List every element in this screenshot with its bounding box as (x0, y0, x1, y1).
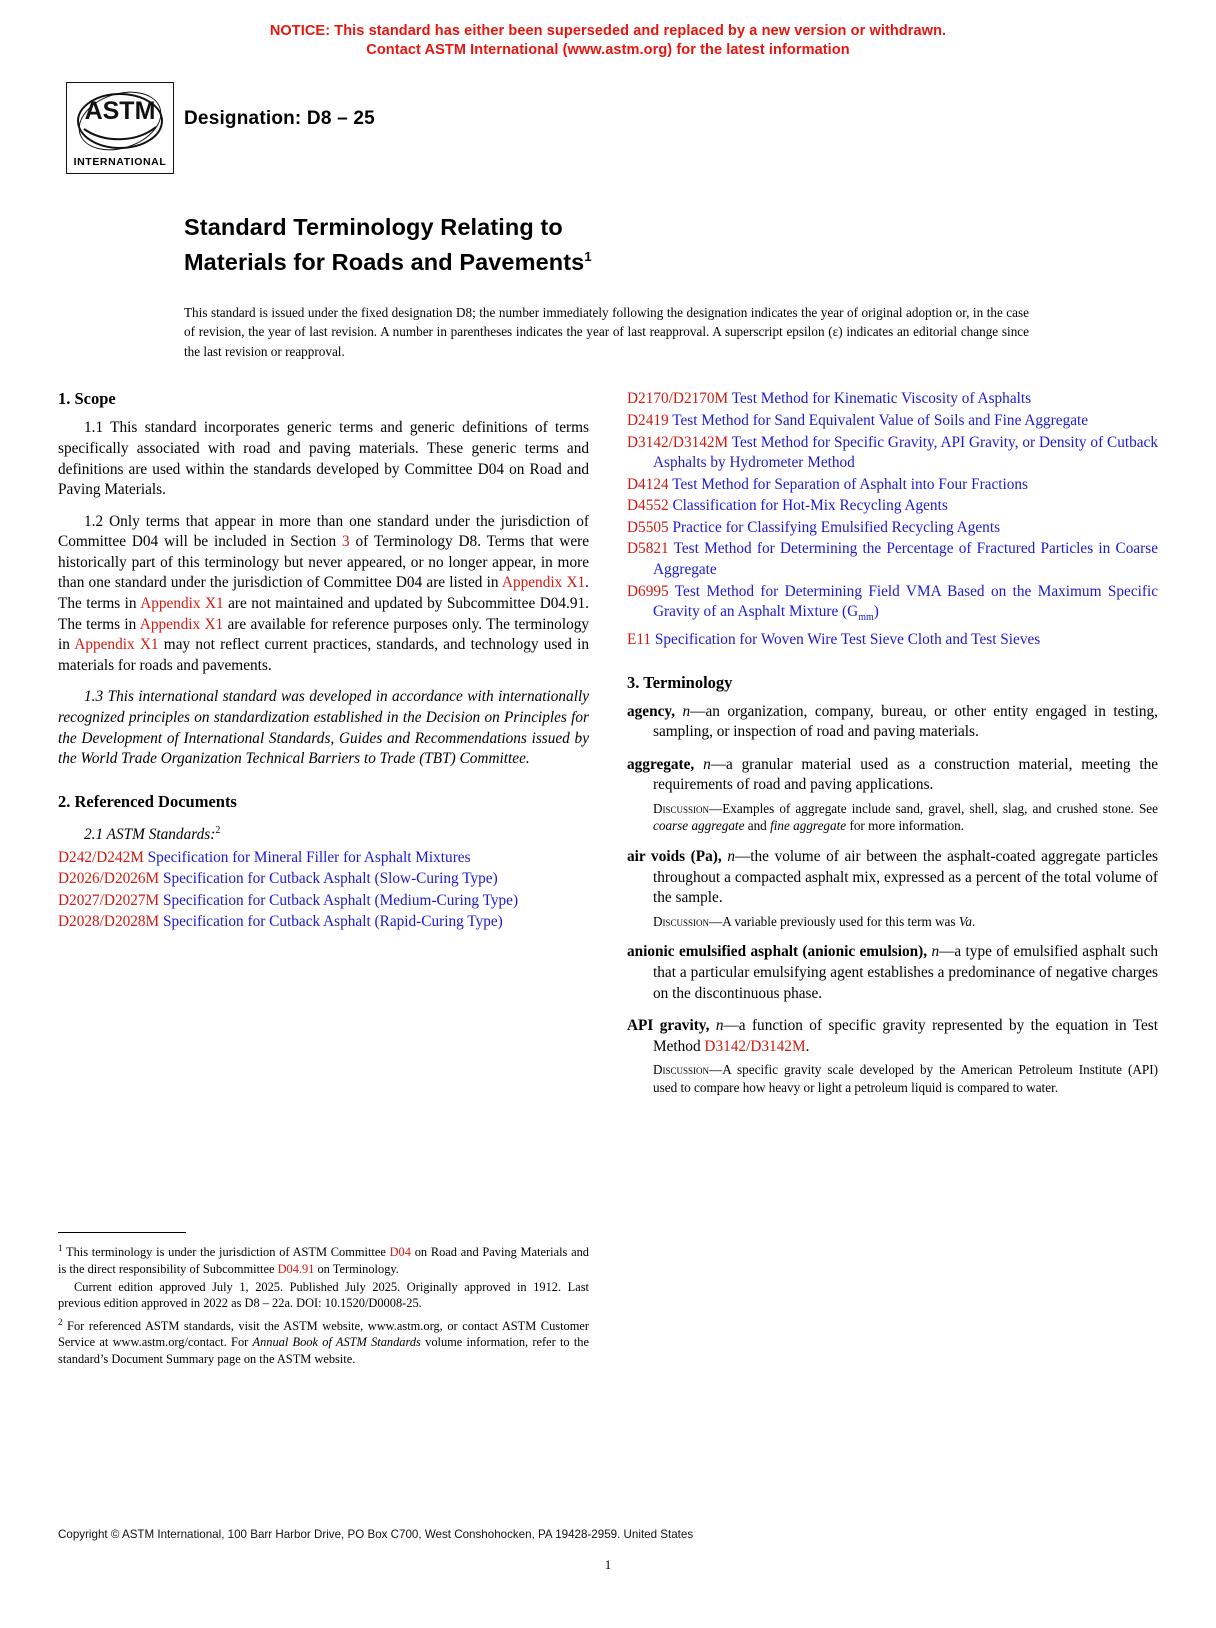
title-line-2: Materials for Roads and Pavements (184, 248, 585, 275)
reference-number[interactable]: D2170/D2170M (627, 390, 729, 408)
reference-item[interactable] (627, 630, 1158, 651)
discussion-italic-2: fine aggregate (770, 818, 847, 834)
term-entry-air-voids (627, 847, 1158, 909)
p12-b: of Terminology D8. Terms that were historically part of this terminology but never appeared, or no longer appear, in more than one standard under the jurisdiction of Committee D04 are listed in (58, 533, 589, 592)
p12-d: are not maintained and updated by Subcommittee D04.91. The terms in (58, 595, 589, 633)
paragraph-1-2 (58, 512, 589, 677)
p12-c: . The terms in (58, 574, 589, 613)
astm-logo-word: INTERNATIONAL (73, 155, 167, 168)
link-appendix-x1-4[interactable]: Appendix X1 (74, 636, 159, 654)
term-definition: —the volume of air between the asphalt-coated aggregate particles throughout a compacted asphalt mix, expressed as a percent of the total volume of the sample. (653, 848, 1159, 907)
discussion-italic-1: coarse aggregate (653, 818, 745, 834)
reference-number[interactable]: D2027/D2027M (58, 891, 160, 909)
term-headword: aggregate, (627, 755, 695, 773)
footnote-2-b: volume information, refer to the standard’s Document Summary page on the ASTM website. (58, 1335, 589, 1366)
term-part-of-speech: n (703, 755, 711, 773)
notice-banner (58, 22, 1158, 60)
title-footnote-marker: 1 (584, 249, 592, 264)
link-appendix-x1-3[interactable]: Appendix X1 (139, 615, 224, 633)
reference-number[interactable]: D4124 (627, 475, 669, 493)
reference-title[interactable]: Specification for Woven Wire Test Sieve Cloth and Test Sieves (651, 630, 1041, 648)
footnote-2 (58, 1314, 589, 1367)
link-appendix-x1-2[interactable]: Appendix X1 (140, 595, 224, 613)
section-heading-terminology: 3. Terminology (627, 672, 733, 692)
reference-title[interactable]: Test Method for Determining the Percentage of Fractured Particles in Coarse Aggregate (653, 540, 1158, 579)
reference-title[interactable]: Specification for Mineral Filler for Asphalt Mixtures (143, 848, 471, 866)
paragraph-1-1: 1.1 This standard incorporates generic terms and generic definitions of terms specifically associated with road and paving materials. These generic terms and definitions are used within the standards developed by Committee D04 on Road and Paving Materials. (58, 419, 589, 499)
reference-title[interactable]: Test Method for Separation of Asphalt into Four Fractions (668, 475, 1029, 493)
reference-number[interactable]: E11 (627, 630, 652, 648)
section-heading-referenced-documents: 2. Referenced Documents (58, 791, 237, 811)
reference-title[interactable]: Practice for Classifying Emulsified Recycling Agents (668, 518, 1001, 536)
link-appendix-x1-1[interactable]: Appendix X1 (501, 574, 586, 592)
reference-number[interactable]: D2419 (627, 411, 669, 429)
term-part-of-speech: n (682, 702, 691, 720)
footnote-1-b: on Road and Paving Materials and is the direct responsibility of Subcommittee (58, 1245, 589, 1276)
reference-item[interactable] (627, 582, 1158, 629)
two-column-body (58, 389, 1158, 1108)
reference-item[interactable] (58, 848, 589, 869)
reference-number[interactable]: D4552 (627, 497, 669, 515)
footnote-2-a: For referenced ASTM standards, visit the ASTM website, www.astm.org, or contact ASTM Customer Service at www.astm.org/contact. For (58, 1318, 589, 1350)
term-definition: —an organization, company, bureau, or other entity engaged in testing, sampling, or inspection of road and paving materials. (653, 702, 1159, 741)
term-entry-anionic-emulsified-asphalt (627, 942, 1158, 1004)
reference-item[interactable] (627, 518, 1158, 539)
reference-item[interactable] (627, 539, 1158, 580)
right-column (627, 389, 1158, 1108)
page-title (184, 212, 1158, 277)
reference-list-left (58, 848, 589, 933)
reference-title[interactable]: Test Method for Specific Gravity, API Gravity, or Density of Cutback Asphalts by Hydrometer Method (653, 433, 1158, 472)
footnote-edition: Current edition approved July 1, 2025. Published July 2025. Originally approved in 1912. Last previous edition approved in 2022 as D8 – 22a. DOI: 10.1520/D0008-25. (58, 1279, 589, 1311)
discussion-label: Discussion (653, 913, 710, 929)
term-headword: API gravity, (627, 1017, 710, 1035)
reference-number[interactable]: D2026/D2026M (58, 870, 160, 888)
reference-item[interactable] (58, 891, 589, 912)
term-definition: —a function of specific gravity represented by the equation in Test Method (653, 1017, 1159, 1055)
notice-line-2: Contact ASTM International (www.astm.org) for the latest information (366, 42, 850, 58)
footnote-2-italic: Annual Book of ASTM Standards (252, 1335, 421, 1350)
page-number: 1 (604, 1557, 612, 1572)
footnote-rule (58, 1232, 186, 1233)
title-block (184, 212, 1158, 361)
term-discussion-api-gravity (627, 1061, 1158, 1096)
link-section-3[interactable]: 3 (342, 533, 350, 551)
term-headword: agency, (627, 702, 676, 720)
discussion-label: Discussion (653, 800, 710, 816)
discussion-a: —Examples of aggregate include sand, gravel, shell, slag, and crushed stone. See (709, 800, 1158, 816)
p12-a: 1.2 Only terms that appear in more than one standard under the jurisdiction of Committee D04 will be included in Section (58, 512, 589, 551)
designation: Designation: D8 – 25 (184, 108, 375, 129)
discussion-b: . (972, 913, 976, 929)
astm-standards-footnote-marker: 2 (215, 824, 221, 836)
term-part-of-speech: n (931, 943, 940, 961)
reference-title[interactable]: Test Method for Kinematic Viscosity of Asphalts (728, 390, 1032, 408)
reference-item[interactable] (627, 389, 1158, 410)
link-d3142[interactable]: D3142/D3142M (704, 1037, 806, 1055)
discussion-label: Discussion (653, 1062, 710, 1078)
astm-logo-icon (72, 89, 168, 155)
reference-item[interactable] (58, 912, 589, 933)
reference-number[interactable]: D5505 (627, 518, 669, 536)
preamble-text: This standard is issued under the fixed designation D8; the number immediately following the designation indicates the year of original adoption or, in the case of revision, the year of last revision. A number in parentheses indicates the year of last reapproval. A superscript epsilon (ε) indicates an editorial change since the last revision or reapproval. (184, 304, 1029, 359)
reference-number[interactable]: D242/D242M (58, 848, 144, 866)
reference-title[interactable]: Test Method for Determining Field VMA Based on the Maximum Specific Gravity of an Asphalt Mixture $(G_{mm})$ (653, 582, 1158, 624)
p12-e: are available for reference purposes only. The terminology in (58, 615, 590, 654)
svg-text:ASTM: ASTM (84, 96, 156, 125)
reference-title[interactable]: Test Method for Sand Equivalent Value of Soils and Fine Aggregate (668, 411, 1089, 429)
term-entry-agency (627, 702, 1158, 743)
reference-number[interactable]: D3142/D3142M (627, 433, 729, 451)
term-headword: air voids (Pa), (627, 848, 722, 866)
reference-list-right (627, 389, 1158, 650)
discussion-b: and (744, 818, 771, 834)
footnote-1 (58, 1240, 589, 1277)
link-subcommittee-d0491[interactable]: D04.91 (277, 1261, 315, 1276)
term-discussion-air-voids (627, 913, 1158, 931)
astm-standards-text: 2.1 ASTM Standards: (84, 825, 216, 843)
footnote-1-c: on Terminology. (314, 1261, 399, 1276)
discussion-a: —A variable previously used for this term was (709, 913, 959, 929)
term-definition: —a type of emulsified asphalt such that a particular emulsifying agent establishes a predominance of negative charges on the discontinuous phase. (653, 943, 1159, 1002)
left-column (58, 389, 589, 1108)
reference-item[interactable] (627, 496, 1158, 517)
term-headword: anionic emulsified asphalt (anionic emulsion), (627, 943, 928, 961)
footnotes (58, 1232, 589, 1369)
copyright-notice: Copyright © ASTM International, 100 Barr Harbor Drive, PO Box C700, West Conshohocken, PA 19428-2959. United States (58, 1528, 694, 1541)
reference-item[interactable] (627, 433, 1158, 474)
reference-title[interactable]: Specification for Cutback Asphalt (Slow-Curing Type) (159, 870, 498, 888)
term-entry-api-gravity (627, 1016, 1158, 1057)
reference-item[interactable] (627, 411, 1158, 432)
reference-item[interactable] (627, 475, 1158, 496)
term-part-of-speech: n (727, 848, 735, 866)
paragraph-1-3: 1.3 This international standard was developed in accordance with internationally recognized principles on standardization established in the Decision on Principles for the Development of International Standards, Guides and Recommendations issued by the World Trade Organization Technical Barriers to Trade (TBT) Committee. (58, 688, 589, 768)
discussion-italic-1: Va (958, 913, 973, 929)
masthead (58, 82, 1158, 174)
reference-title[interactable]: Classification for Hot-Mix Recycling Agents (668, 497, 948, 515)
notice-line-1: NOTICE: This standard has either been superseded and replaced by a new version or withdrawn. (269, 23, 947, 39)
term-discussion-aggregate (627, 800, 1158, 835)
reference-number[interactable]: D5821 (627, 540, 669, 558)
term-definition: —a granular material used as a construction material, meeting the requirements of road and paving applications. (653, 755, 1159, 794)
astm-logo (66, 82, 174, 174)
astm-standards-label (58, 821, 589, 846)
footnote-2-marker: 2 (58, 1316, 63, 1327)
section-heading-scope: 1. Scope (58, 389, 116, 409)
p12-f: may not reflect current practices, standards, and technology used in materials for roads and pavements. (58, 636, 589, 674)
term-part-of-speech: n (715, 1017, 724, 1035)
title-line-1: Standard Terminology Relating to (184, 214, 563, 240)
reference-title[interactable]: Specification for Cutback Asphalt (Medium-Curing Type) (159, 891, 519, 909)
reference-item[interactable] (58, 869, 589, 890)
discussion-c: for more information. (846, 818, 965, 834)
reference-number[interactable]: D2028/D2028M (58, 913, 160, 931)
footnote-1-a: This terminology is under the jurisdiction of ASTM Committee (62, 1245, 390, 1260)
link-committee-d04[interactable]: D04 (389, 1245, 411, 1260)
term-entry-aggregate (627, 755, 1158, 796)
discussion-a: —A specific gravity scale developed by the American Petroleum Institute (API) used to compare how heavy or light a petroleum liquid is compared to water. (653, 1062, 1158, 1095)
reference-number[interactable]: D6995 (627, 582, 669, 600)
reference-title[interactable]: Specification for Cutback Asphalt (Rapid-Curing Type) (159, 913, 503, 931)
term-definition-tail: . (805, 1037, 810, 1055)
footnote-1-marker: 1 (58, 1243, 63, 1253)
